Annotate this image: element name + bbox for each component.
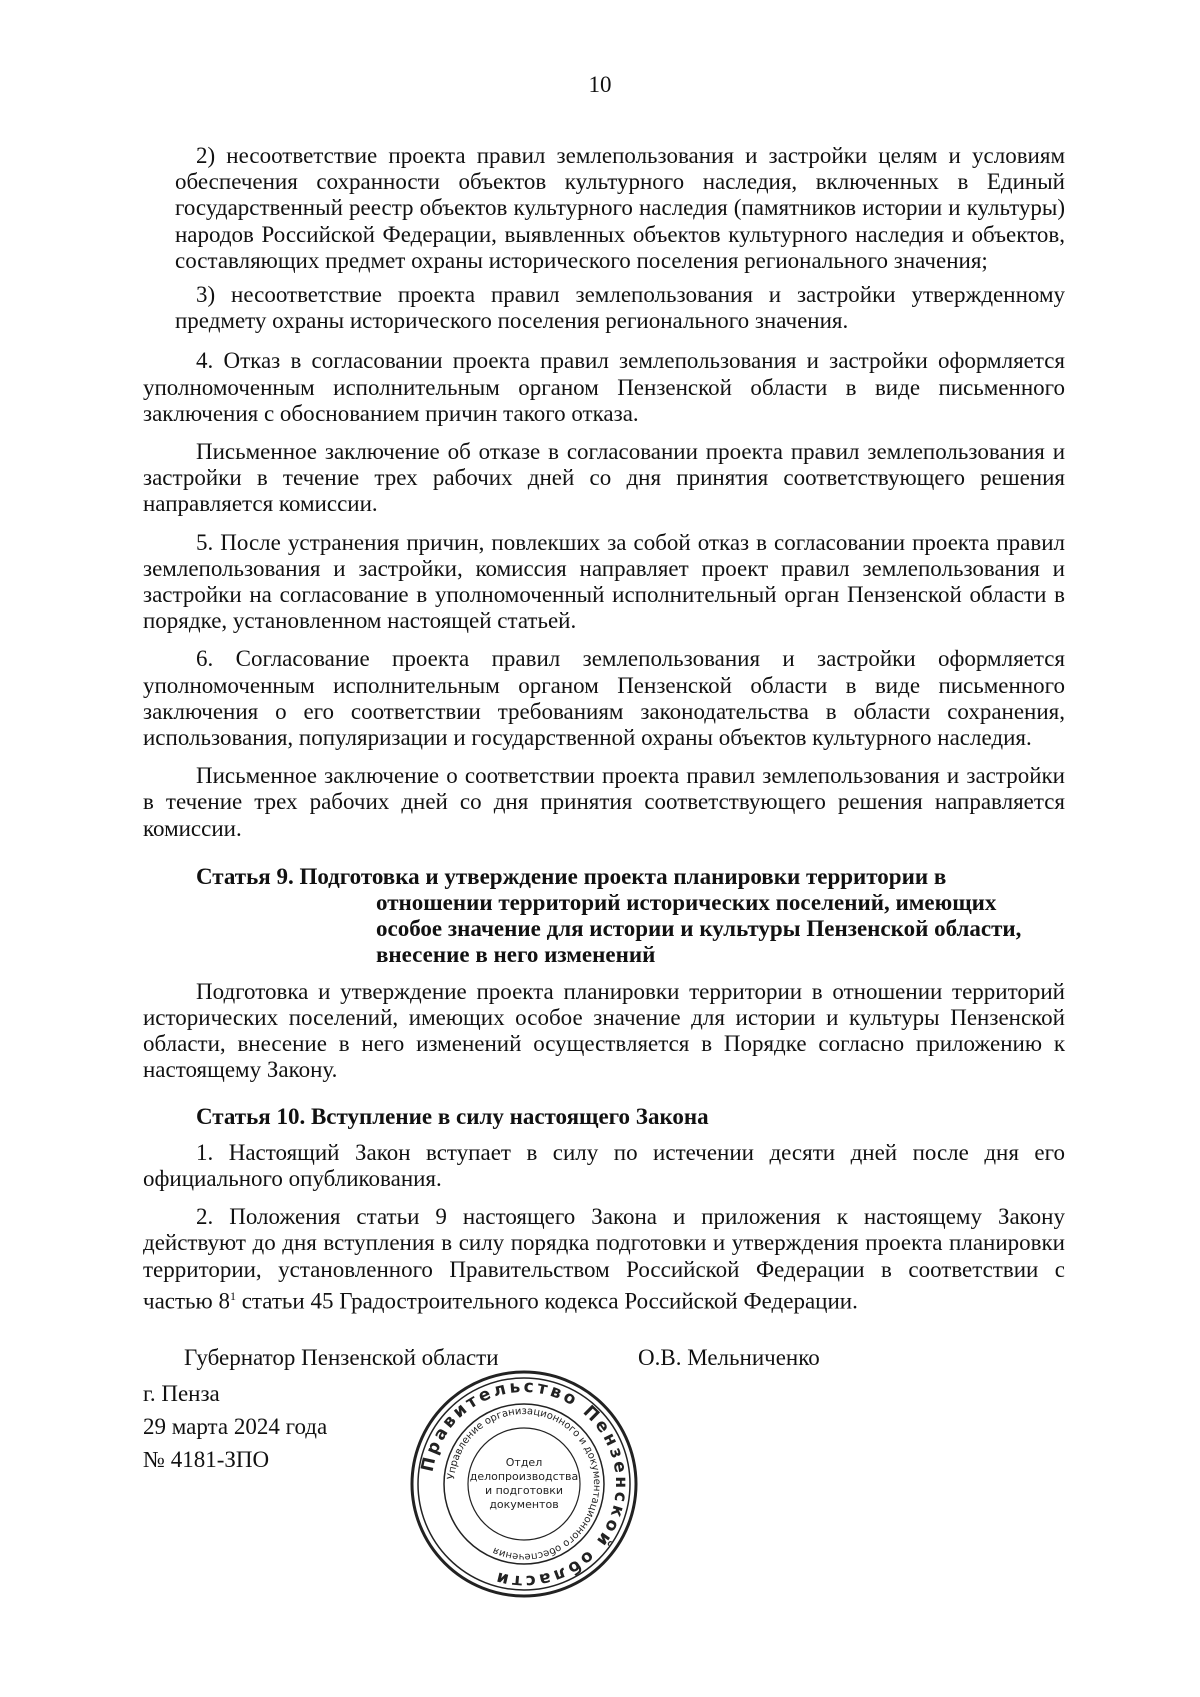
seal-center-line-2: делопроизводства bbox=[469, 1470, 579, 1483]
article-10-part-2 bbox=[143, 1204, 1065, 1314]
law-details bbox=[143, 1377, 327, 1476]
date: 29 марта 2024 года bbox=[143, 1413, 328, 1439]
list-item-3: 3) несоответствие проекта правил землепользования и застройки утвержденному предмету охраны исторического поселения регионального значения. bbox=[175, 282, 1065, 334]
list-item-2: 2) несоответствие проекта правил землепользования и застройки целям и условиям обеспечения сохранности объектов культурного наследия, включенных в Единый государственный реестр объектов культурного наследия (памятников истории и культуры) народов Российской Федерации, выявленных объектов культурного наследия и объектов, составляющих предмет охраны исторического поселения регионального значения; bbox=[175, 143, 1065, 273]
paragraph-4-continued: Письменное заключение об отказе в согласовании проекта правил землепользования и застройки в течение трех рабочих дней со дня принятия соответствующего решения направляется комиссии. bbox=[143, 439, 1065, 517]
paragraph-4: 4. Отказ в согласовании проекта правил землепользования и застройки оформляется уполномоченным исполнительным органом Пензенской области в виде письменного заключения с обоснованием причин такого отказа. bbox=[143, 348, 1065, 426]
paragraph-6-continued: Письменное заключение о соответствии проекта правил землепользования и застройки в течение трех рабочих дней со дня принятия соответствующего решения направляется комиссии. bbox=[143, 763, 1065, 841]
article-10-part-2-tail: статьи 45 Градостроительного кодекса Российской Федерации. bbox=[235, 1288, 858, 1314]
page-number: 10 bbox=[588, 72, 612, 97]
seal-center-line-3: и подготовки bbox=[484, 1484, 564, 1497]
law-number: № 4181-ЗПО bbox=[143, 1446, 270, 1472]
article-10-heading: Статья 10. Вступление в силу настоящего Закона bbox=[196, 1103, 709, 1129]
article-9-body: Подготовка и утверждение проекта планировки территории в отношении территорий исторических поселений, имеющих особое значение для истории и культуры Пензенской области, внесение в него изменений осуществляется в Порядке согласно приложению к настоящему Закону. bbox=[143, 978, 1065, 1083]
seal-center-line-1: Отдел bbox=[505, 1456, 543, 1469]
seal-center-line-4: документов bbox=[489, 1498, 559, 1511]
paragraph-5: 5. После устранения причин, повлекших за собой отказ в согласовании проекта правил землепользования и застройки, комиссия направляет проект правил землепользования и застройки на согласование в уполномоченный исполнительный орган Пензенской области в порядке, установленном настоящей статьей. bbox=[143, 529, 1065, 634]
signatory-position: Губернатор Пензенской области bbox=[184, 1344, 499, 1370]
city: г. Пенза bbox=[143, 1380, 220, 1406]
superscript: 1 bbox=[229, 1288, 236, 1303]
article-10-part-1: 1. Настоящий Закон вступает в силу по истечении десяти дней после дня его официального опубликования. bbox=[143, 1139, 1065, 1191]
paragraph-6: 6. Согласование проекта правил землепользования и застройки оформляется уполномоченным исполнительным органом Пензенской области в виде письменного заключения о его соответствии требованиям законодательства в области сохранения, использования, популяризации и государственной охраны объектов культурного наследия. bbox=[143, 646, 1065, 751]
official-seal bbox=[408, 1368, 640, 1600]
seal-graphic bbox=[408, 1368, 640, 1600]
document-body bbox=[143, 143, 1065, 1495]
article-9-heading: Статья 9. Подготовка и утверждение проекта планировки территории в отношении территорий исторических поселений, имеющих особое значение для истории и культуры Пензенской области, внесение в него изменений bbox=[196, 863, 1022, 968]
article-10-part-2-text: 2. Положения статьи 9 настоящего Закона и приложения к настоящему Закону действуют до дня вступления в силу порядка подготовки и утверждения проекта планировки территории, установленного Правительством Российской Федерации в соответствии с частью 8 bbox=[143, 1204, 1065, 1314]
seal-outer-text: Правительство Пензенской области bbox=[417, 1376, 632, 1592]
signatory-name: О.В. Мельниченко bbox=[638, 1344, 820, 1370]
seal-middle-text: Управление организационного и документационного обеспечения bbox=[446, 1405, 603, 1563]
